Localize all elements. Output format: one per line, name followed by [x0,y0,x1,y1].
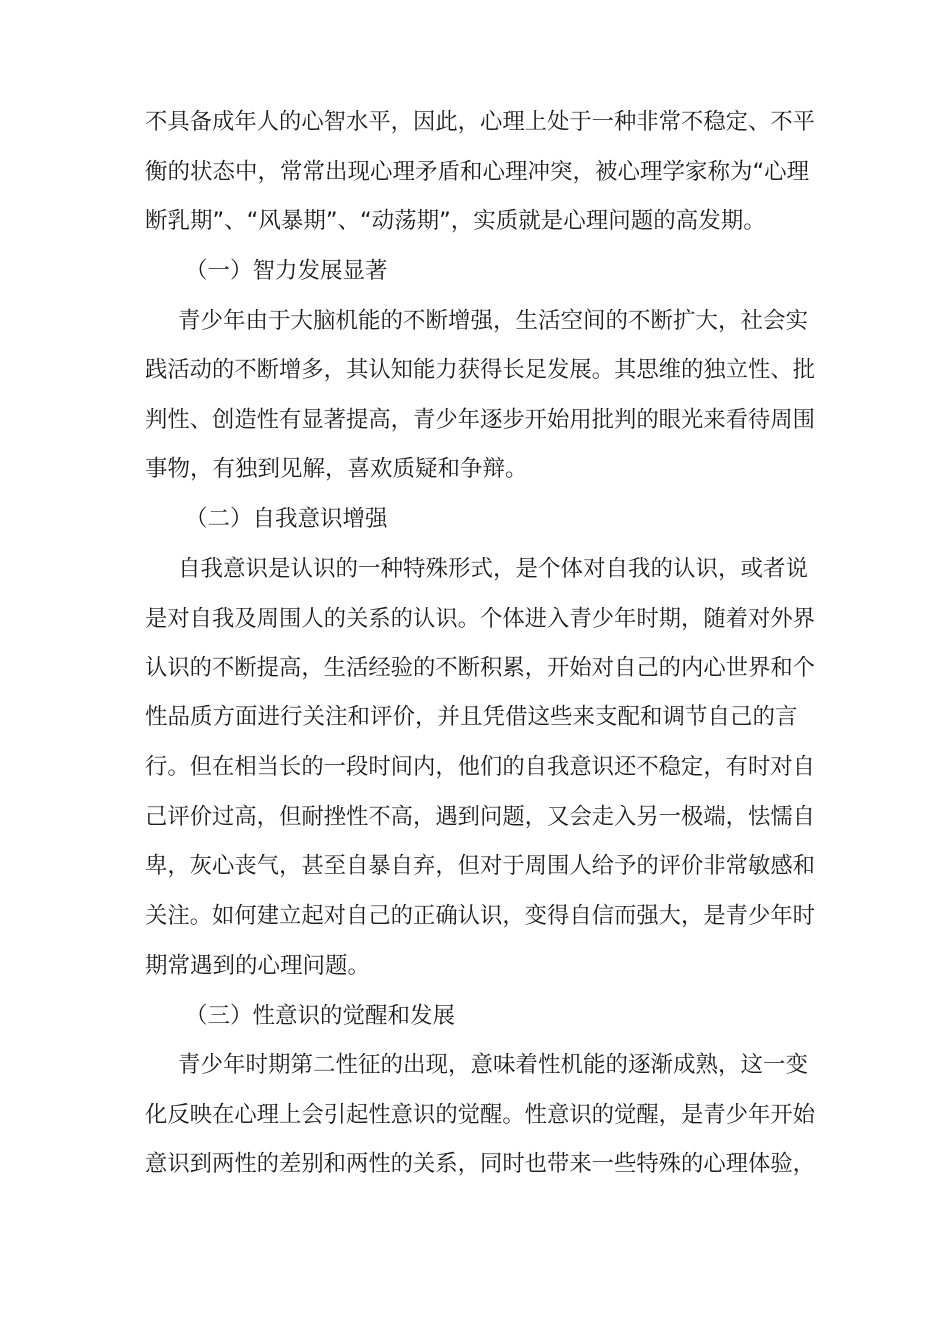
paragraph-line: 关注。如何建立起对自己的正确认识，变得自信而强大，是青少年时 [145,903,816,929]
paragraph-line: 行。但在相当长的一段时间内，他们的自我意识还不稳定，有时对自 [145,754,816,780]
paragraph-line: 判性、创造性有显著提高，青少年逐步开始用批判的眼光来看待周围 [145,407,816,433]
paragraph-line: 自我意识是认识的一种特殊形式，是个体对自我的认识，或者说 [178,556,809,582]
paragraph-line: 践活动的不断增多，其认知能力获得长足发展。其思维的独立性、批 [145,357,816,383]
paragraph-line: 己评价过高，但耐挫性不高，遇到问题，又会走入另一极端，怯懦自 [145,804,816,830]
paragraph-line: 青少年时期第二性征的出现，意味着性机能的逐渐成熟，这一变 [178,1052,809,1078]
paragraph-line: 断乳期”、“风暴期”、“动荡期”，实质就是心理问题的高发期。 [145,208,766,234]
section-heading: （二）自我意识增强 [185,506,388,532]
paragraph-line: 期常遇到的心理问题。 [145,953,371,979]
paragraph-line: 不具备成年人的心智水平，因此，心理上处于一种非常不稳定、不平 [145,109,816,135]
paragraph-line: 衡的状态中，常常出现心理矛盾和心理冲突，被心理学家称为“心理 [145,159,810,185]
paragraph-line: 是对自我及周围人的关系的认识。个体进入青少年时期，随着对外界 [145,606,816,632]
section-heading: （三）性意识的觉醒和发展 [185,1003,456,1029]
paragraph-line: 性品质方面进行关注和评价，并且凭借这些来支配和调节自己的言 [145,704,798,730]
paragraph-line: 化反映在心理上会引起性意识的觉醒。性意识的觉醒，是青少年开始 [145,1102,816,1128]
paragraph-line: 事物，有独到见解，喜欢质疑和争辩。 [145,456,528,482]
paragraph-line: 青少年由于大脑机能的不断增强，生活空间的不断扩大，社会实 [178,308,809,334]
paragraph-line: 意识到两性的差别和两性的关系，同时也带来一些特殊的心理体验， [145,1151,816,1177]
section-heading: （一）智力发展显著 [185,258,388,284]
paragraph-line: 卑，灰心丧气，甚至自暴自弃，但对于周围人给予的评价非常敏感和 [145,853,816,879]
paragraph-line: 认识的不断提高，生活经验的不断积累，开始对自己的内心世界和个 [145,655,816,681]
